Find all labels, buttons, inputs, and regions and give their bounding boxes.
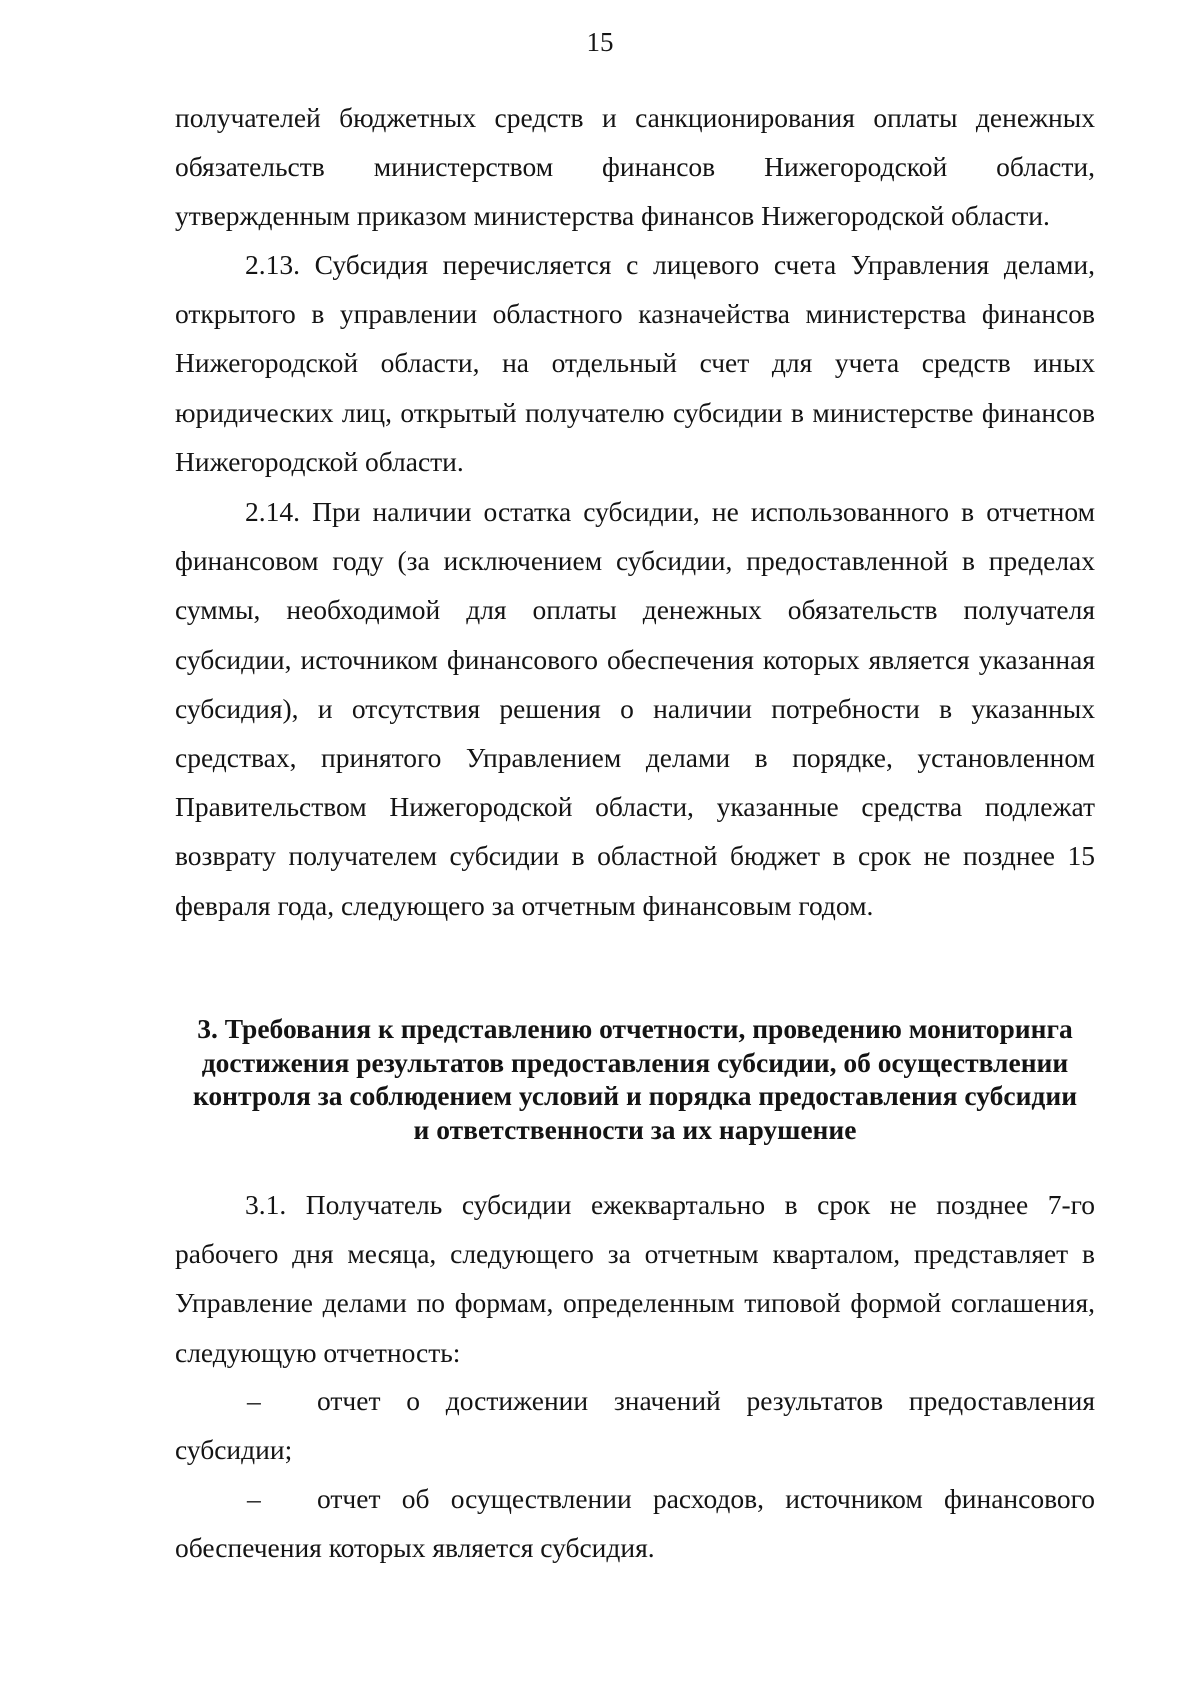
paragraph-2-14: 2.14. При наличии остатка субсидии, не использованного в отчетном финансовом году (за исключением субсидии, предоставленной в пределах суммы, необходимой для оплаты денежных обязательств получателя субсидии, источником финансового обеспечения которых является указанная субсидия), и отсутствия решения о наличии потребности в указанных средствах, принятого Управлением делами в порядке, установленном Правительством Нижегородской области, указанные средства подлежат возврату получателем субсидии в областной бюджет в срок не позднее 15 февраля года, следующего за отчетным финансовым годом. [175,496,1095,921]
paragraph-2-13: 2.13. Субсидия перечисляется с лицевого счета Управления делами, открытого в управлении областного казначейства министерства финансов Нижегородской области, на отдельный счет для учета средств иных юридических лиц, открытый получателю субсидии в министерстве финансов Нижегородской области. [175,249,1095,477]
section-3-heading [160,1012,1110,1146]
section-heading-line: 3. Требования к представлению отчетности, проведению мониторинга [197,1013,1073,1044]
section-heading-line: контроля за соблюдением условий и порядка предоставления субсидии [192,1080,1078,1111]
list-item [175,1376,1095,1474]
list-item-text: отчет о достижении значений результатов предоставления субсидии; [175,1385,1095,1466]
list-item [175,1474,1095,1572]
paragraph-continuation: получателей бюджетных средств и санкционирования оплаты денежных обязательств министерством финансов Нижегородской области, утвержденным приказом министерства финансов Нижегородской области. [175,102,1095,232]
paragraph-3-1: 3.1. Получатель субсидии ежеквартально в срок не позднее 7-го рабочего дня месяца, следующего за отчетным кварталом, представляет в Управление делами по формам, определенным типовой формой соглашения, следующую отчетность: [175,1189,1095,1368]
list-dash: – [247,1483,261,1514]
section-heading-line: достижения результатов предоставления субсидии, об осуществлении [201,1046,1069,1078]
section-heading-line: и ответственности за их нарушение [413,1113,857,1145]
list-dash: – [247,1385,261,1416]
list-item-text: отчет об осуществлении расходов, источником финансового обеспечения которых является субсидия. [175,1483,1095,1564]
page-number: 15 [586,27,614,57]
